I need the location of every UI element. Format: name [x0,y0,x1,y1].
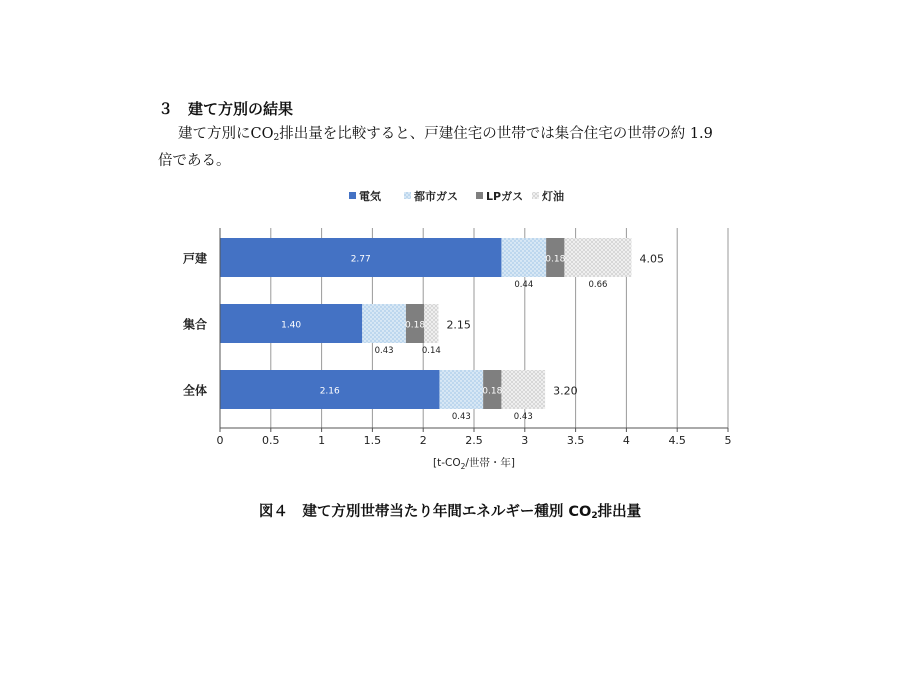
data-label: 0.43 [374,346,394,356]
legend-swatch [349,192,356,199]
section-heading: ３ 建て方別の結果 [158,100,294,118]
x-tick-label: 0.5 [262,434,280,447]
x-tick-label: 5 [724,434,732,447]
data-label: 0.14 [421,346,441,356]
chart-bars [183,238,664,422]
x-tick-label: 0 [216,434,224,447]
x-tick-label: 1.5 [363,434,382,447]
data-label: 0.43 [513,412,533,422]
legend-swatch [532,192,539,199]
total-label: 3.20 [553,384,578,398]
legend-label: 灯油 [542,190,564,203]
bar-segment [362,304,406,343]
data-label: 1.40 [281,320,302,331]
x-tick-label: 3 [521,434,529,447]
chart-legend [349,189,564,203]
legend-swatch [476,192,483,199]
para-text-2: 排出量を比較すると、戸建住宅の世帯では集合住宅の世帯の約 1.9 [279,126,713,142]
para-subscript: 2 [273,133,280,143]
category-label: 全体 [182,383,207,398]
legend-label: 都市ガス [414,190,458,203]
data-label: 2.77 [350,254,371,265]
data-label: 0.18 [545,254,566,265]
total-label: 4.05 [639,252,664,266]
figure-caption [0,500,900,521]
total-label: 2.15 [446,318,471,332]
x-tick-label: 4.5 [668,434,686,447]
bar-segment [501,370,545,409]
bar-segment [439,370,483,409]
x-tick-label: 3.5 [566,434,585,447]
x-axis-title: [$t-CO_2/$世帯・年] [432,457,516,471]
data-label: 0.44 [514,280,534,290]
bar-segment [424,304,438,343]
body-paragraph-line2: 倍である。 [158,153,231,169]
x-tick-label: 2 [419,434,427,447]
data-label: 2.16 [319,386,340,397]
legend-swatch [404,192,411,199]
caption-subscript: 2 [591,511,598,521]
category-label: 集合 [182,317,207,332]
x-tick-label: 2.5 [465,434,483,447]
para-text-1: 建て方別にCO [178,126,274,142]
legend-label: LPガス [486,190,524,203]
bar-segment [501,238,546,277]
data-label: 0.66 [588,280,608,290]
data-label: 0.18 [482,386,503,397]
category-label: 戸建 [182,251,207,266]
caption-text-2: 排出量 [597,504,642,520]
data-label: 0.18 [405,320,426,331]
data-label: 0.43 [451,412,471,422]
legend-label: 電気 [359,190,381,203]
x-tick-label: 4 [622,434,630,447]
bar-segment [564,238,631,277]
x-tick-label: 1 [318,434,326,447]
caption-text-1: 図４ 建て方別世帯当たり年間エネルギー種別 CO [258,504,592,520]
